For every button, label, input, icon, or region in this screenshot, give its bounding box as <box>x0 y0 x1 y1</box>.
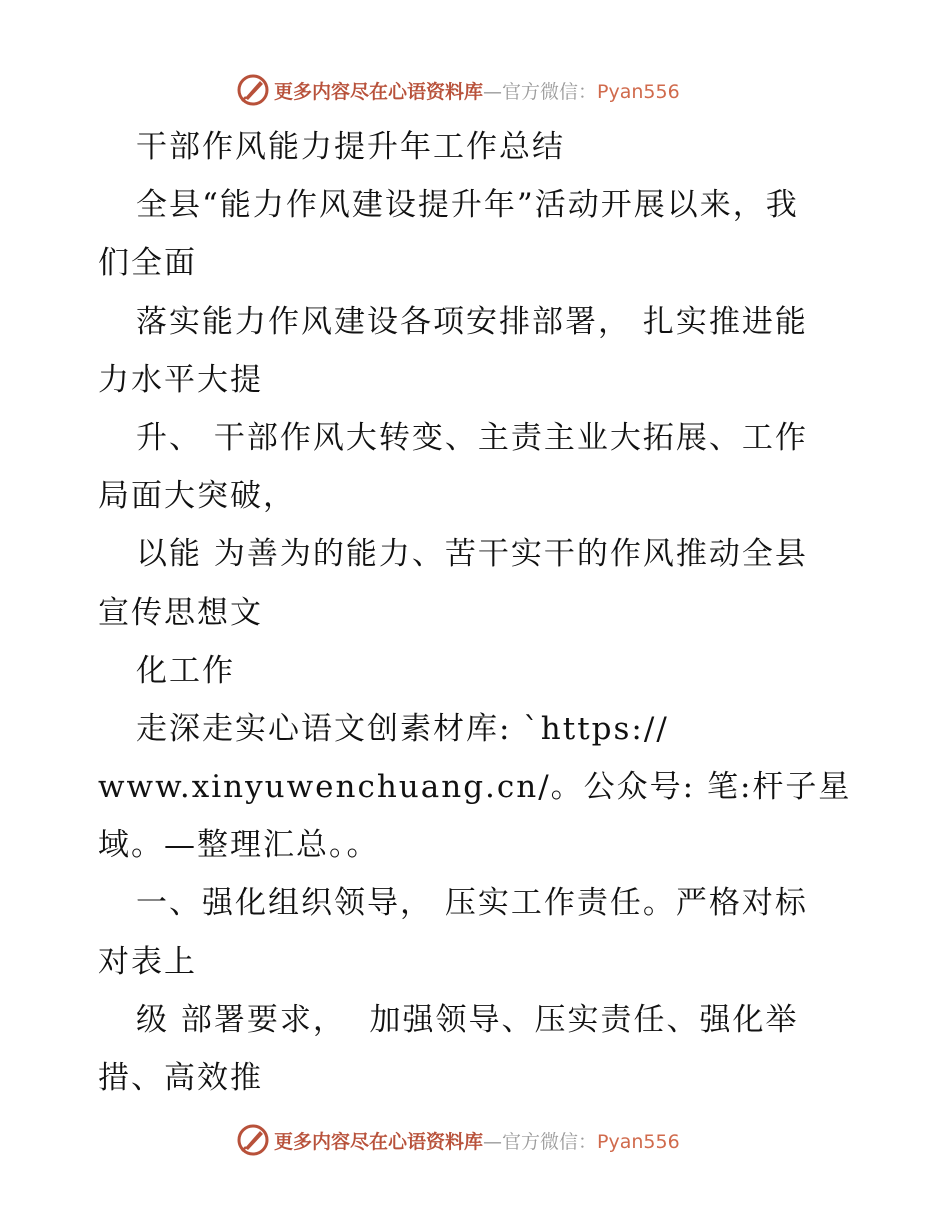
paragraph-line: 落实能力作风建设各项安排部署， 扎实推进能 <box>136 303 808 340</box>
paragraph-line: 宣传思想文 <box>98 594 263 631</box>
header-text <box>274 77 680 104</box>
header-account: Pyan556 <box>597 80 680 103</box>
paragraph-line: www.xinyuwenchuang.cn/。公众号: 笔:杆子星 <box>98 769 852 806</box>
header-wechat-label: 官方微信： <box>502 80 598 103</box>
header-dash: — <box>483 80 503 103</box>
quill-logo-icon <box>236 1123 270 1157</box>
doc-title: 干部作风能力提升年工作总结 <box>136 129 565 165</box>
paragraph-line: 一、强化组织领导， 压实工作责任。严格对标 <box>136 885 808 922</box>
paragraph-line: 全县“能力作风建设提升年”活动开展以来，我 <box>136 187 799 224</box>
paragraph-line: 以能 为善为的能力、苦干实干的作风推动全县 <box>136 536 808 573</box>
header-brand: 更多内容尽在心语资料库 <box>274 80 484 103</box>
quill-logo-icon <box>236 73 270 107</box>
footer-watermark <box>236 1120 716 1160</box>
footer-text <box>274 1127 680 1154</box>
paragraph-line: 域。—整理汇总。。 <box>98 827 380 864</box>
paragraph-line: 措、高效推 <box>98 1060 263 1096</box>
footer-brand: 更多内容尽在心语资料库 <box>274 1130 484 1153</box>
footer-dash: — <box>483 1130 503 1153</box>
document-body <box>98 118 858 1107</box>
paragraph-line: 对表上 <box>98 943 197 980</box>
paragraph-line: 级 部署要求， 加强领导、压实责任、强化举 <box>136 1001 799 1038</box>
paragraph-line: 局面大突破， <box>98 478 296 515</box>
paragraph-line: 力水平大提 <box>98 361 263 398</box>
footer-wechat-label: 官方微信： <box>502 1130 598 1153</box>
footer-account: Pyan556 <box>597 1130 680 1153</box>
paragraph-line: 们全面 <box>98 245 197 282</box>
paragraph-line: 化工作 <box>136 652 235 689</box>
paragraph-line: 走深走实心语文创素材库: `https:// <box>136 710 669 747</box>
paragraph-line: 升、 干部作风大转变、主责主业大拓展、工作 <box>136 419 808 456</box>
header-watermark <box>236 70 716 110</box>
